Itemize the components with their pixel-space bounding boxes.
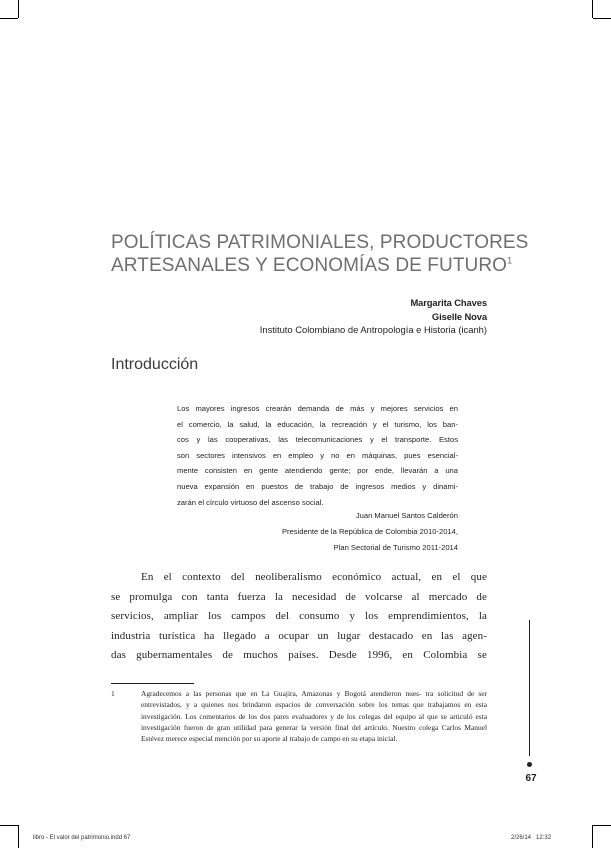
body-line: En el contexto del neoliberalismo económico actual, en el que bbox=[141, 571, 487, 583]
body-line: das gubernamentales de muchos países. Desde 1996, en Colombia se bbox=[111, 649, 487, 662]
section-heading: Introducción bbox=[111, 356, 199, 373]
body-line: industria turística ha llegado a ocupar un lugar destacado en las agen- bbox=[111, 629, 487, 642]
article-title bbox=[111, 231, 531, 277]
crop-mark bbox=[592, 0, 593, 18]
crop-mark bbox=[0, 18, 18, 19]
body-paragraph bbox=[111, 568, 487, 666]
author-name: Margarita Chaves bbox=[410, 297, 487, 308]
page-marker-dot bbox=[527, 762, 532, 767]
crop-mark bbox=[593, 825, 611, 826]
epigraph-author-role: Presidente de la República de Colombia 2010-2014, bbox=[281, 527, 458, 536]
footnote-separator bbox=[111, 683, 194, 684]
epigraph-line: el comercio, la salud, la educación, la recreación y el turismo, los ban- bbox=[177, 419, 458, 429]
page-number: 67 bbox=[525, 773, 537, 784]
print-slug-file: libro - El valor del patrimonio.indd 67 bbox=[33, 835, 131, 841]
print-slug-date: 2/26/14 bbox=[511, 835, 532, 841]
epigraph-quote bbox=[177, 401, 458, 510]
epigraph-attribution bbox=[282, 508, 458, 556]
crop-mark bbox=[18, 0, 19, 18]
body-line: servicios, ampliar los campos del consumo y los emprendimientos, la bbox=[111, 610, 487, 623]
author-name: Giselle Nova bbox=[431, 310, 487, 322]
body-line: se promulga con tanta fuerza la necesidad de volcarse al mercado de bbox=[111, 590, 487, 603]
epigraph-line: zarán el círculo virtuoso del ascenso social. bbox=[177, 497, 324, 507]
epigraph-line: mente consisten en gente atendiendo gente; por ende, llevarán a una bbox=[177, 466, 458, 476]
epigraph-line: cos y las cooperativas, las telecomunicaciones y el transporte. Estos bbox=[177, 435, 458, 445]
footnote-number: 1 bbox=[111, 689, 115, 698]
crop-mark bbox=[18, 825, 19, 848]
title-line-2: ARTESANALES Y ECONOMÍAS DE FUTURO bbox=[111, 255, 508, 276]
title-footnote-marker[interactable]: 1 bbox=[507, 255, 513, 266]
author-block bbox=[260, 296, 487, 337]
epigraph-line: son sectores intensivos en empleo y no en máquinas, pues esencial- bbox=[177, 450, 458, 460]
print-slug-timestamp bbox=[511, 835, 551, 841]
crop-mark bbox=[592, 825, 593, 848]
title-line-1: POLÍTICAS PATRIMONIALES, PRODUCTORES bbox=[111, 232, 529, 253]
epigraph-author: Juan Manuel Santos Calderón bbox=[355, 511, 458, 520]
crop-mark bbox=[593, 18, 611, 19]
footnote bbox=[111, 688, 487, 744]
print-slug-time: 12:32 bbox=[536, 835, 552, 841]
epigraph-line: Los mayores ingresos crearán demanda de más y mejores servicios en bbox=[177, 404, 458, 413]
epigraph-source: Plan Sectorial de Turismo 2011-2014 bbox=[333, 543, 458, 552]
page-margin-rule bbox=[529, 620, 530, 756]
crop-mark bbox=[0, 825, 18, 826]
epigraph-line: nueva expansión en puestos de trabajo de ingresos medios y dinami- bbox=[177, 481, 458, 491]
author-affiliation: Instituto Colombiano de Antropología e Historia (icanh) bbox=[259, 324, 487, 335]
footnote-text: Agradecemos a las personas que en La Guajira, Amazonas y Bogotá atendieron nues- tra solicitud de ser entrevistados, y a quienes nos brindaron espacios de conversación sobre los temas que trabajamos en esta investigación. Los comentarios de los dos pares evaluadores y de los colegas del equipo al que se articuló esta investigación fueron de gran utilidad para generar la versión final del artículo. Nuestro colega Carlos Manuel Estévez merece especial mención por su aporte al trabajo de campo en su etapa inicial. bbox=[141, 689, 487, 744]
